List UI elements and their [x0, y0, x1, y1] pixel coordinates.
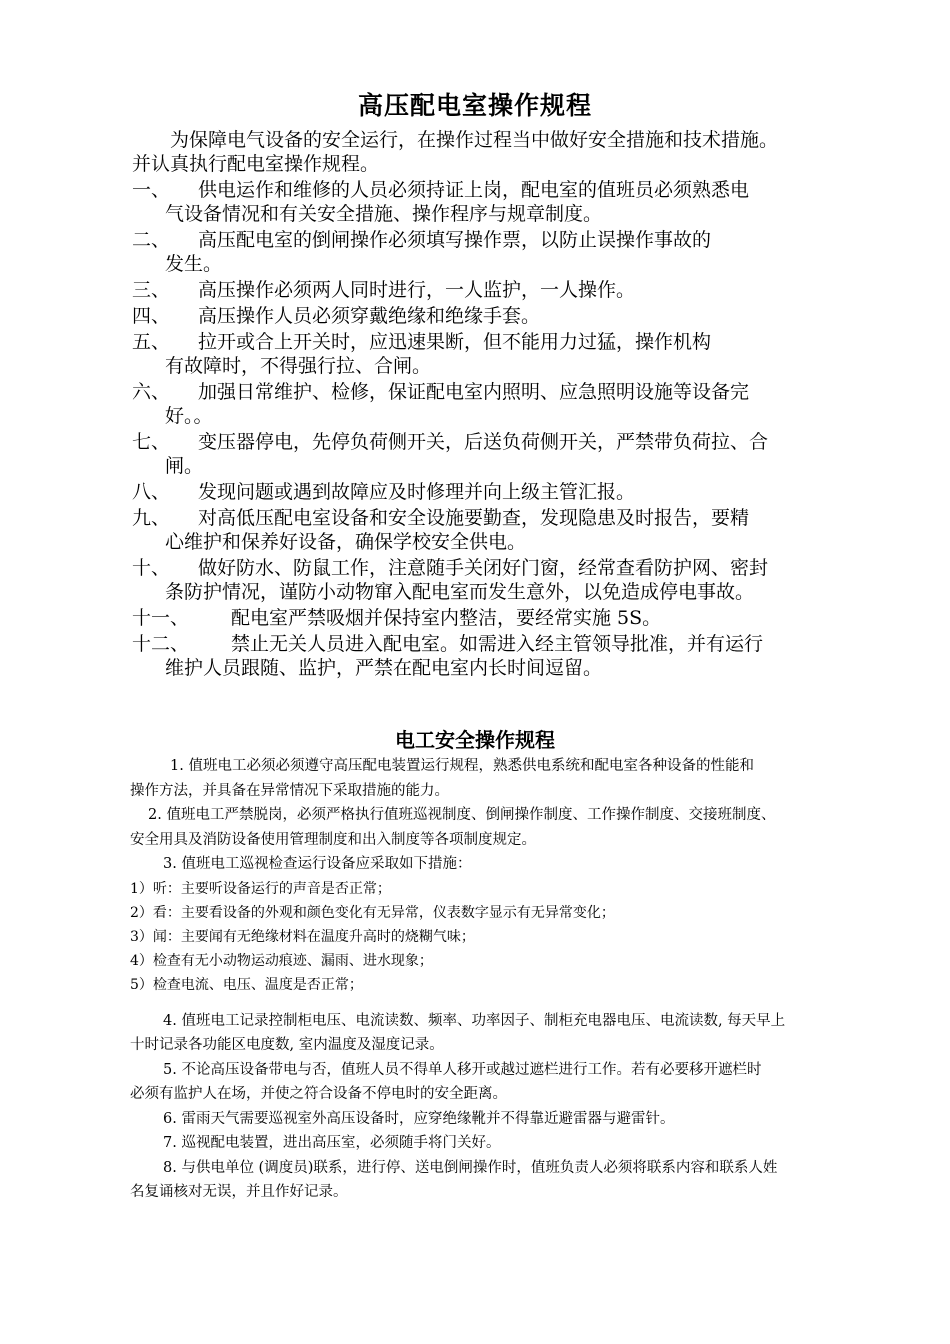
rule-item-text-line1: 加强日常维护、检修，保证配电室内照明、应急照明设施等设备完 [198, 381, 750, 403]
rule-item [132, 556, 860, 604]
rule-item-text-line2: 发生。 [165, 253, 223, 275]
rule-item [132, 632, 860, 680]
rule-5-line2: 必须有监护人在场，并使之符合设备不停电时的安全距离。 [130, 1086, 507, 1102]
rule-item-number: 七、 [132, 431, 171, 453]
rule-item-number: 十一、 [132, 607, 190, 629]
rule-4-line1: 4. 值班电工记录控制柜电压、电流读数、频率、功率因子、制柜充电器电压、电流读数, 每天早上 [163, 1012, 786, 1029]
rule-item-number: 十、 [132, 557, 171, 579]
rule-7: 7. 巡视配电装置，进出高压室，必须随手将门关好。 [163, 1135, 501, 1151]
rule-item [132, 330, 860, 378]
rule-item-number: 三、 [132, 279, 171, 301]
rule-item-text-line1: 拉开或合上开关时，应迅速果断，但不能用力过猛，操作机构 [198, 331, 712, 353]
rule-item-text-line1: 配电室严禁吸烟并保持室内整洁，要经常实施 5S。 [231, 607, 662, 629]
check-item-5: 5）检查电流、电压、温度是否正常； [130, 976, 363, 993]
rule-item-text-line1: 禁止无关人员进入配电室。如需进入经主管领导批准，并有运行 [231, 633, 764, 655]
rule-item-text-line2: 维护人员跟随、监护，严禁在配电室内长时间逗留。 [165, 657, 603, 679]
rule-item-text-line2: 气设备情况和有关安全措施、操作程序与规章制度。 [165, 203, 603, 225]
section2-body [130, 754, 850, 1205]
rule-4-line2: 十时记录各功能区电度数, 室内温度及湿度记录。 [130, 1037, 444, 1053]
rule-item-text-line1: 变压器停电，先停负荷侧开关，后送负荷侧开关，严禁带负荷拉、合 [198, 431, 769, 453]
rule-item-text-line2: 心维护和保养好设备，确保学校安全供电。 [165, 531, 527, 553]
check-item-4: 4）检查有无小动物运动痕迹、漏雨、进水现象； [130, 952, 433, 969]
rule-8-line2: 名复诵核对无误，并且作好记录。 [130, 1184, 348, 1200]
rule-item [132, 278, 860, 302]
check-item-1: 1）听：主要听设备运行的声音是否正常； [130, 880, 391, 897]
rule-item [132, 380, 860, 428]
rule-2-line2: 安全用具及消防设备使用管理制度和出入制度等各项制度规定。 [130, 831, 536, 848]
rule-item-text-line2: 好。。 [165, 405, 213, 427]
rule-8-line1: 8. 与供电单位 (调度员)联系，进行停、送电倒闸操作时，值班负责人必须将联系内容和联系人姓 [163, 1159, 778, 1176]
rule-6: 6. 雷雨天气需要巡视室外高压设备时，应穿绝缘靴并不得靠近避雷器与避雷针。 [163, 1110, 675, 1127]
rule-2-line1: 2. 值班电工严禁脱岗，必须严格执行值班巡视制度、倒闸操作制度、工作操作制度、交接班制度、 [148, 807, 776, 823]
rule-item-number: 五、 [132, 331, 171, 353]
section1-item-list [132, 178, 860, 680]
rule-item [132, 606, 860, 630]
rule-item-text-line2: 闸。 [165, 455, 204, 477]
rule-item-text-line1: 高压操作必须两人同时进行，一人监护，一人操作。 [198, 279, 636, 301]
rule-3: 3. 值班电工巡视检查运行设备应采取如下措施： [163, 856, 472, 872]
rule-item-number: 一、 [132, 179, 171, 201]
rule-item [132, 304, 860, 328]
section2-title: 电工安全操作规程 [395, 728, 555, 752]
rule-item-text-line1: 做好防水、防鼠工作，注意随手关闭好门窗，经常查看防护网、密封 [198, 557, 769, 579]
rule-item-text-line2: 有故障时，不得强行拉、合闸。 [165, 355, 432, 377]
rule-item-text-line1: 高压配电室的倒闸操作必须填写操作票，以防止误操作事故的 [198, 229, 712, 251]
rule-5-line1: 5. 不论高压设备带电与否，值班人员不得单人移开或越过遮栏进行工作。若有必要移开遮栏时 [163, 1061, 762, 1078]
rule-item [132, 480, 860, 504]
rule-item-number: 八、 [132, 481, 171, 503]
check-item-2: 2）看：主要看设备的外观和颜色变化有无异常，仪表数字显示有无异常变化； [130, 904, 615, 921]
rule-item-text-line2: 条防护情况，谨防小动物窜入配电室而发生意外，以免造成停电事故。 [165, 581, 755, 603]
rule-item-text-line1: 高压操作人员必须穿戴绝缘和绝缘手套。 [198, 305, 541, 327]
rule-1-line1: 1. 值班电工必须必须遵守高压配电装置运行规程，熟悉供电系统和配电室各种设备的性能和 [170, 758, 754, 774]
rule-item-text-line1: 发现问题或遇到故障应及时修理并向上级主管汇报。 [198, 481, 636, 503]
rule-item [132, 430, 860, 478]
section1-title: 高压配电室操作规程 [357, 91, 592, 120]
rule-item-number: 十二、 [132, 633, 190, 655]
rule-item-number: 二、 [132, 229, 171, 251]
section1-body [132, 128, 860, 682]
rule-item-number: 九、 [132, 507, 171, 529]
rule-item [132, 228, 860, 276]
check-item-3: 3）闻：主要闻有无绝缘材料在温度升高时的烧糊气味； [130, 928, 475, 945]
rule-item-text-line1: 对高低压配电室设备和安全设施要勤查，发现隐患及时报告，要精 [198, 507, 750, 529]
spacer [130, 997, 850, 1009]
rule-item [132, 178, 860, 226]
rule-item-number: 四、 [132, 305, 171, 327]
rule-item-text-line1: 供电运作和维修的人员必须持证上岗，配电室的值班员必须熟悉电 [198, 179, 750, 201]
rule-item-number: 六、 [132, 381, 171, 403]
section1-intro-line2: 并认真执行配电室操作规程。 [132, 153, 380, 175]
section1-intro-line1: 为保障电气设备的安全运行，在操作过程当中做好安全措施和技术措施。 [170, 129, 779, 151]
rule-item [132, 506, 860, 554]
rule-1-line2: 操作方法，并具备在异常情况下采取措施的能力。 [130, 782, 449, 799]
